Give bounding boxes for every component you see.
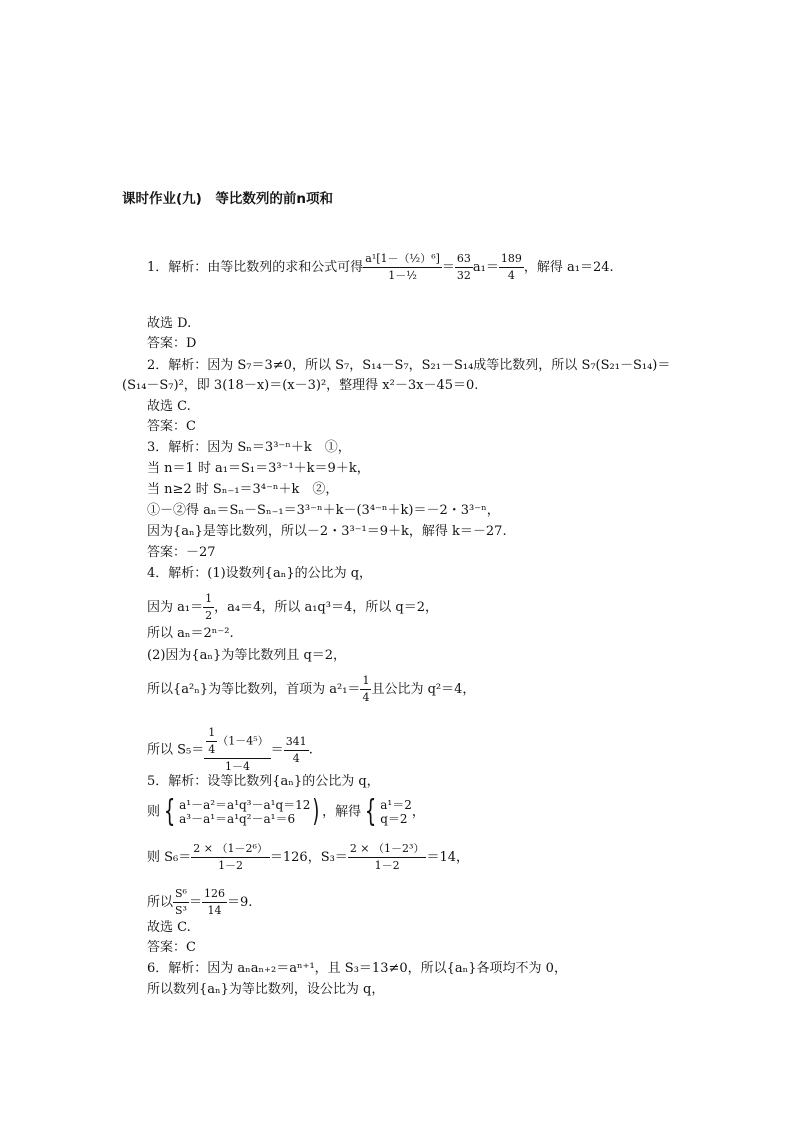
solution-5-line-1: 5．解析：设等比数列{aₙ}的公比为 q， bbox=[147, 774, 380, 789]
solution-1-lead: 1．解析：由等比数列的求和公式可得 bbox=[147, 260, 364, 275]
s6-fraction bbox=[191, 842, 270, 873]
solution-system bbox=[380, 798, 412, 826]
text: ，解得 bbox=[322, 804, 362, 820]
fraction-126-14 bbox=[202, 887, 227, 918]
solution-3-line-3: 当 n≥2 时 Sₙ₋₁＝3⁴⁻ⁿ＋k ②， bbox=[147, 482, 339, 497]
solution-3-line-5: 因为{aₙ}是等比数列，所以－2・3³⁻¹＝9＋k，解得 k＝－27. bbox=[147, 524, 507, 539]
solution-5-line-2 bbox=[147, 794, 425, 829]
solution-1-mid: a₁＝ bbox=[472, 260, 499, 275]
text: 则 S₆＝ bbox=[147, 850, 192, 865]
sum-formula-fraction bbox=[363, 252, 442, 283]
solution-4-line-5 bbox=[147, 674, 475, 705]
s5-fraction bbox=[204, 726, 270, 774]
denominator: 1－2 bbox=[374, 859, 400, 872]
denominator: 32 bbox=[456, 269, 471, 282]
denominator: 4 bbox=[507, 269, 515, 282]
equals-sign: ＝ bbox=[270, 742, 284, 758]
solution-3-line-4: ①－②得 aₙ＝Sₙ－Sₙ₋₁＝3³⁻ⁿ＋k－(3⁴⁻ⁿ＋k)＝－2・3³⁻ⁿ， bbox=[147, 503, 500, 518]
fraction-341-4 bbox=[284, 735, 309, 766]
solution-4-line-4: (2)因为{aₙ}为等比数列且 q＝2， bbox=[147, 648, 347, 663]
choice-line: 故选 C. bbox=[147, 920, 191, 935]
choice-line: 故选 C. bbox=[147, 399, 191, 414]
s5-denominator: 1－4 bbox=[224, 760, 250, 773]
denominator: 4 bbox=[208, 743, 216, 756]
answer-line: 答案：C bbox=[147, 419, 196, 434]
right-paren: ) bbox=[312, 794, 320, 829]
numerator: 1 bbox=[206, 726, 217, 742]
text: ＝9. bbox=[226, 895, 253, 910]
denominator: 14 bbox=[207, 904, 222, 917]
equals-sign: ＝ bbox=[188, 895, 202, 910]
numerator: 341 bbox=[284, 735, 309, 751]
page-title: 课时作业(九) 等比数列的前n项和 bbox=[122, 191, 333, 207]
left-brace: { bbox=[364, 794, 377, 829]
numerator: 1 bbox=[360, 674, 371, 690]
solution-3-line-1: 3．解析：因为 Sₙ＝3³⁻ⁿ＋k ①， bbox=[147, 440, 351, 455]
text: 所以 bbox=[147, 895, 174, 910]
denominator: 1－2 bbox=[218, 859, 244, 872]
solution-5-line-4 bbox=[147, 887, 252, 918]
text: 且公比为 q²＝4， bbox=[371, 682, 476, 697]
text: （1－4⁵） bbox=[217, 734, 269, 748]
fraction-1-4 bbox=[360, 674, 371, 705]
equation: a³－a¹＝a¹q²－a¹＝6 bbox=[179, 812, 296, 826]
text: 因为 a₁＝ bbox=[147, 600, 204, 615]
text: ＝126，S₃＝ bbox=[269, 850, 348, 865]
fraction-63-32 bbox=[455, 252, 473, 283]
answer-line: 答案：D bbox=[147, 336, 197, 351]
numerator: 1 bbox=[203, 592, 214, 608]
sum-formula-numerator: a¹[1－（½）⁶] bbox=[363, 252, 442, 268]
numerator: 2 × （1－2⁶） bbox=[191, 842, 270, 858]
solution-5-line-3 bbox=[147, 842, 469, 873]
equals-sign: ＝ bbox=[441, 260, 455, 275]
fraction-1-4 bbox=[206, 726, 217, 757]
fraction-1-2 bbox=[203, 592, 214, 623]
solution-2-line-2: (S₁₄－S₇)²，即 3(18－x)＝(x－3)²，整理得 x²－3x－45＝0. bbox=[122, 378, 479, 393]
denominator: 4 bbox=[362, 691, 370, 704]
answer-line: 答案：C bbox=[147, 940, 196, 955]
denominator: S³ bbox=[175, 904, 187, 917]
numerator: 126 bbox=[202, 887, 227, 903]
numerator: 2 × （1－2³） bbox=[348, 842, 427, 858]
numerator: 63 bbox=[455, 252, 473, 268]
ratio-fraction bbox=[173, 887, 189, 918]
text: 所以{a²ₙ}为等比数列，首项为 a²₁＝ bbox=[147, 682, 361, 697]
equation: a¹＝2 bbox=[380, 798, 412, 812]
equation: q＝2 bbox=[380, 812, 408, 826]
solution-3-line-2: 当 n＝1 时 a₁＝S₁＝3³⁻¹＋k＝9＋k， bbox=[147, 461, 370, 476]
numerator: 189 bbox=[499, 252, 524, 268]
solution-1-tail: ，解得 a₁＝24. bbox=[523, 260, 614, 275]
solution-6-line-1: 6．解析：因为 aₙaₙ₊₂＝aⁿ⁺¹，且 S₃＝13≠0，所以{aₙ}各项均不为 0， bbox=[147, 961, 567, 976]
solution-2-line-1: 2．解析：因为 S₇＝3≠0，所以 S₇，S₁₄－S₇，S₂₁－S₁₄成等比数列，所以 S₇(S₂₁－S₁₄)＝ bbox=[147, 358, 671, 373]
solution-4-line-2 bbox=[147, 592, 438, 623]
solution-4-line-1: 4．解析：(1)设数列{aₙ}的公比为 q， bbox=[147, 566, 373, 581]
denominator: 2 bbox=[205, 609, 213, 622]
solution-6-line-2: 所以数列{aₙ}为等比数列，设公比为 q， bbox=[147, 982, 385, 997]
text: ， bbox=[411, 804, 425, 820]
numerator: S⁶ bbox=[173, 887, 189, 903]
s3-fraction bbox=[348, 842, 427, 873]
solution-1-line bbox=[147, 252, 614, 283]
text: ，a₄＝4，所以 a₁q³＝4，所以 q＝2， bbox=[214, 600, 438, 615]
solution-4-line-6 bbox=[147, 726, 313, 774]
text: ＝14， bbox=[426, 850, 469, 865]
left-brace: { bbox=[163, 794, 176, 829]
text: 所以 S₅＝ bbox=[147, 742, 205, 758]
denominator: 4 bbox=[292, 751, 300, 765]
equation-system bbox=[179, 798, 310, 826]
solution-4-line-3: 所以 aₙ＝2ⁿ⁻². bbox=[147, 626, 234, 641]
sum-formula-denominator: 1－½ bbox=[388, 269, 417, 282]
equation: a¹－a²＝a¹q³－a¹q＝12 bbox=[179, 798, 311, 812]
fraction-189-4 bbox=[499, 252, 524, 283]
text: . bbox=[308, 742, 313, 758]
answer-line: 答案：－27 bbox=[147, 545, 216, 560]
choice-line: 故选 D. bbox=[147, 316, 192, 331]
text: 则 bbox=[147, 804, 161, 820]
s5-numerator bbox=[204, 726, 270, 759]
